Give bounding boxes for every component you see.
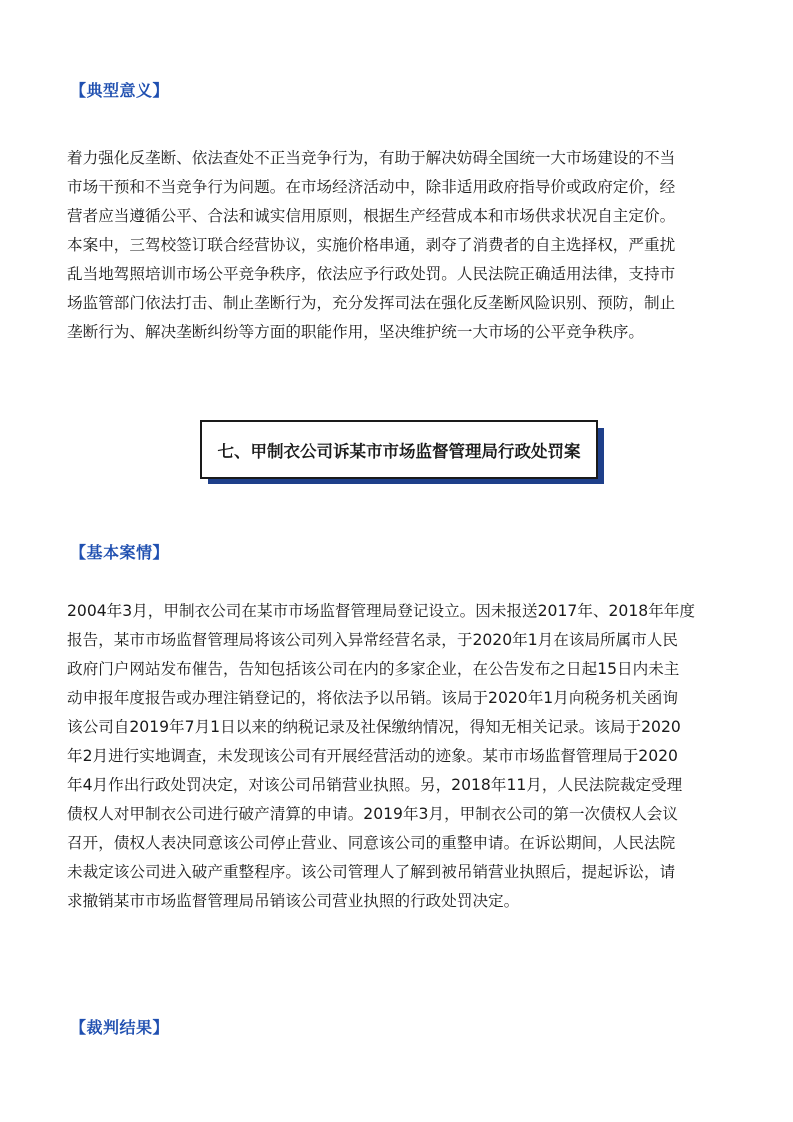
paragraph-line: 乱当地驾照培训市场公平竞争秩序，依法应予行政处罚。人民法院正确适用法律，支持市 bbox=[67, 265, 676, 283]
basic-facts-heading: 【基本案情】 bbox=[70, 543, 170, 562]
basic-facts-paragraph bbox=[67, 597, 727, 916]
paragraph-line: 垄断行为、解决垄断纠纷等方面的职能作用，坚决维护统一大市场的公平竞争秩序。 bbox=[67, 323, 644, 341]
paragraph-line: 年2月进行实地调查，未发现该公司有开展经营活动的迹象。某市市场监督管理局于2020 bbox=[67, 747, 678, 765]
paragraph-line: 着力强化反垄断、依法查处不正当竞争行为，有助于解决妨碍全国统一大市场建设的不当 bbox=[67, 149, 676, 167]
paragraph-line: 年4月作出行政处罚决定，对该公司吊销营业执照。另，2018年11月，人民法院裁定受理 bbox=[67, 776, 683, 794]
case-title-banner bbox=[200, 420, 604, 486]
paragraph-line: 场监管部门依法打击、制止垄断行为，充分发挥司法在强化反垄断风险识别、预防，制止 bbox=[67, 294, 676, 312]
typical-significance-paragraph bbox=[67, 144, 727, 347]
paragraph-line: 本案中，三驾校签订联合经营协议，实施价格串通，剥夺了消费者的自主选择权，严重扰 bbox=[67, 236, 676, 254]
paragraph-line: 市场干预和不当竞争行为问题。在市场经济活动中，除非适用政府指导价或政府定价，经 bbox=[67, 178, 676, 196]
paragraph-line: 政府门户网站发布催告，告知包括该公司在内的多家企业，在公告发布之日起15日内未主 bbox=[67, 660, 680, 678]
paragraph-line: 2004年3月，甲制衣公司在某市市场监督管理局登记设立。因未报送2017年、2018年年度 bbox=[67, 602, 695, 620]
judgment-heading: 【裁判结果】 bbox=[70, 1018, 170, 1037]
paragraph-line: 该公司自2019年7月1日以来的纳税记录及社保缴纳情况，得知无相关记录。该局于2020 bbox=[67, 718, 681, 736]
paragraph-line: 营者应当遵循公平、合法和诚实信用原则，根据生产经营成本和市场供求状况自主定价。 bbox=[67, 207, 676, 225]
paragraph-line: 求撤销某市市场监督管理局吊销该公司营业执照的行政处罚决定。 bbox=[67, 892, 520, 910]
typical-significance-heading: 【典型意义】 bbox=[70, 81, 170, 100]
paragraph-line: 债权人对甲制衣公司进行破产清算的申请。2019年3月，甲制衣公司的第一次债权人会议 bbox=[67, 805, 678, 823]
case-title: 七、甲制衣公司诉某市市场监督管理局行政处罚案 bbox=[200, 420, 598, 479]
paragraph-line: 报告，某市市场监督管理局将该公司列入异常经营名录，于2020年1月在该局所属市人民 bbox=[67, 631, 678, 649]
paragraph-line: 未裁定该公司进入破产重整程序。该公司管理人了解到被吊销营业执照后，提起诉讼，请 bbox=[67, 863, 676, 881]
paragraph-line: 动申报年度报告或办理注销登记的，将依法予以吊销。该局于2020年1月向税务机关函询 bbox=[67, 689, 678, 707]
paragraph-line: 召开，债权人表决同意该公司停止营业、同意该公司的重整申请。在诉讼期间，人民法院 bbox=[67, 834, 676, 852]
